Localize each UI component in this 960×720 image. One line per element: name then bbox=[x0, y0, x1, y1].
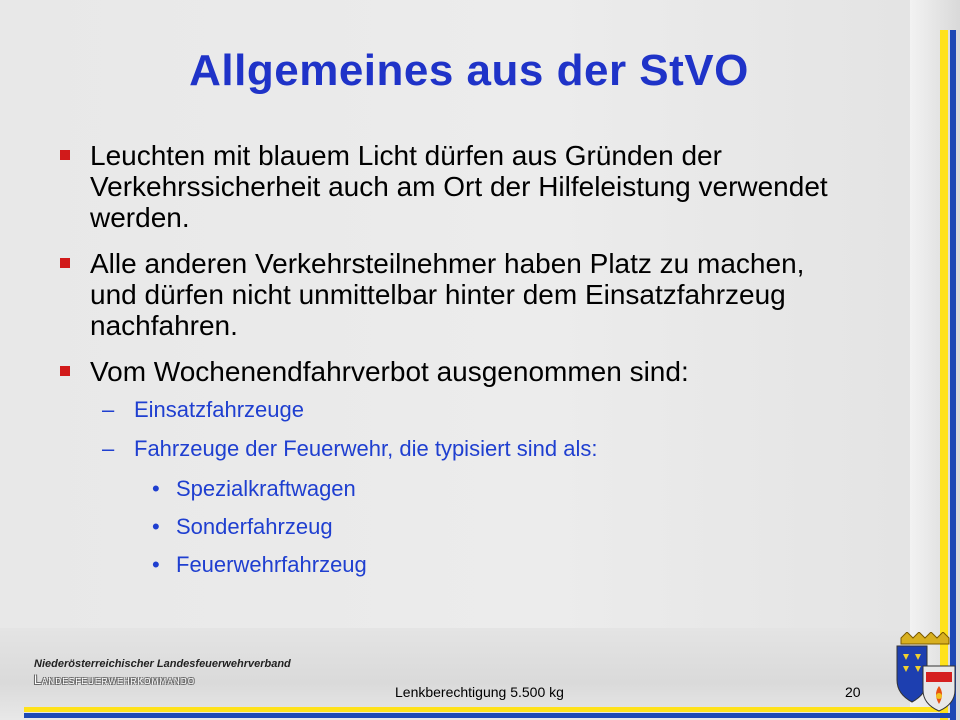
sub-item bbox=[56, 397, 856, 423]
bullet-item bbox=[56, 356, 856, 387]
bullet-text: Alle anderen Verkehrsteilnehmer haben Platz zu machen, und dürfen nicht unmittelbar hinter dem Einsatzfahrzeug nachfahren. bbox=[90, 248, 805, 341]
yellow-stripe-horizontal bbox=[24, 707, 944, 712]
page-number: 20 bbox=[845, 684, 861, 700]
dash-marker: – bbox=[102, 397, 115, 422]
blue-stripe-vertical bbox=[950, 30, 956, 720]
sub-sub-item bbox=[56, 476, 856, 502]
dot-marker: • bbox=[152, 476, 160, 501]
sub-item-text: Einsatzfahrzeuge bbox=[134, 397, 304, 422]
yellow-stripe-vertical bbox=[940, 30, 948, 720]
slide-title: Allgemeines aus der StVO bbox=[189, 46, 749, 95]
slide-content bbox=[56, 140, 856, 590]
sub-sub-item-text: Spezialkraftwagen bbox=[176, 476, 356, 501]
organization-subtitle: Landesfeuerwehrkommando bbox=[34, 673, 196, 687]
sub-sub-item bbox=[56, 514, 856, 540]
sub-sub-item bbox=[56, 552, 856, 578]
bullet-item bbox=[56, 140, 856, 233]
sub-item-text: Fahrzeuge der Feuerwehr, die typisiert sind als: bbox=[134, 436, 598, 461]
sub-sub-item-text: Feuerwehrfahrzeug bbox=[176, 552, 367, 577]
dash-marker: – bbox=[102, 436, 115, 461]
square-bullet-icon bbox=[60, 366, 70, 376]
footer-caption: Lenkberechtigung 5.500 kg bbox=[395, 684, 564, 700]
square-bullet-icon bbox=[60, 150, 70, 160]
blue-stripe-horizontal bbox=[24, 713, 954, 718]
dot-marker: • bbox=[152, 514, 160, 539]
fire-brigade-crest-icon bbox=[893, 632, 959, 712]
bullet-text: Vom Wochenendfahrverbot ausgenommen sind: bbox=[90, 356, 689, 387]
square-bullet-icon bbox=[60, 258, 70, 268]
organization-name: Niederösterreichischer Landesfeuerwehrverband bbox=[34, 658, 291, 670]
bullet-item bbox=[56, 248, 856, 341]
dot-marker: • bbox=[152, 552, 160, 577]
sub-item bbox=[56, 436, 856, 462]
sub-sub-item-text: Sonderfahrzeug bbox=[176, 514, 333, 539]
bullet-text: Leuchten mit blauem Licht dürfen aus Gründen der Verkehrssicherheit auch am Ort der Hilfeleistung verwendet werden. bbox=[90, 140, 828, 233]
